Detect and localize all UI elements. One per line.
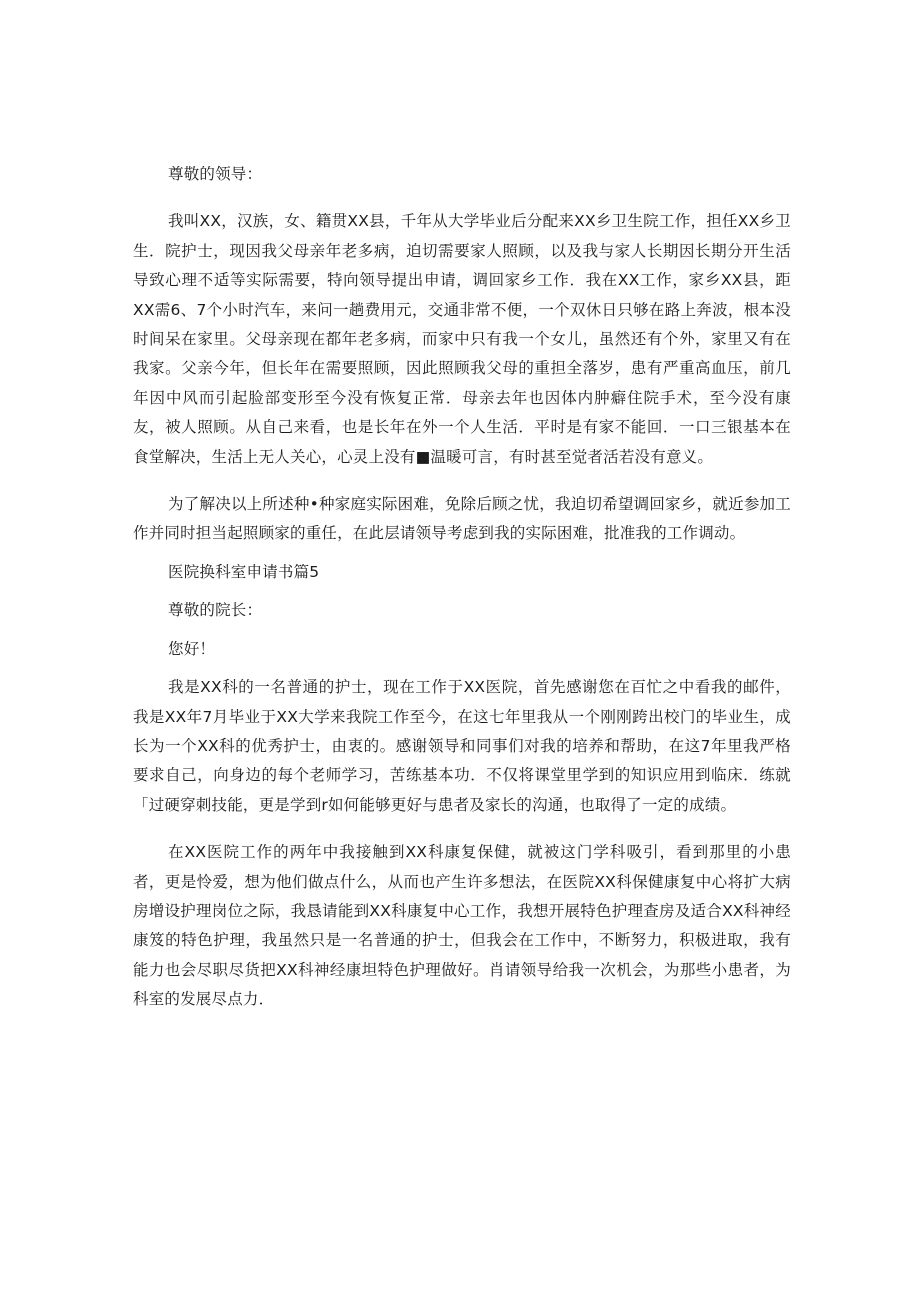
- document-page: [133, 160, 791, 1015]
- greeting: 您好！: [168, 639, 216, 658]
- salutation-leaders: 尊敬的领导：: [168, 165, 263, 183]
- body-paragraph-transfer-reason: 我叫XX，汉族，女、籍贯XX县，千年从大学毕业后分配来XX乡卫生院工作，担任XX乡卫生．院护士，现因我父母亲年老多病，迫切需要家人照顾，以及我与家人长期因长期分开生活导致心理不适等实际需要，特向领导提出申请，调回家乡工作．我在XX工作，家乡XX县，距XX需6、7个小时汽车，来问一趟费用元，交通非常不便，一个双休日只够在路上奔波，根本没时间呆在家里。父母亲现在都年老多病，而家中只有我一个女儿，虽然还有个外，家里又有在我家。父亲今年，但长年在需要照顾，因此照顾我父母的重担全落岁，患有严重高血压，前几年因中风而引起脸部变形至今没有恢复正常．母亲去年也因体内肿癖住院手术，至今没有康友，被人照顾。从自己来看，也是长年在外一个人生活．平时是有家不能回．一口三银基本在食堂解决，生活上无人关心，心灵上没有■温暖可言，有时甚至觉者活若没有意义。: [133, 212, 791, 466]
- salutation-dean: 尊敬的院长：: [168, 601, 263, 620]
- section-title: 医院换科室申请书篇5: [168, 562, 320, 581]
- body-paragraph-department-request: 在XX医院工作的两年中我接触到XX科康复保健，就被这门学科吸引，看到那里的小患者，更是怜爱，想为他们做点什么，从而也产生许多想法，在医院XX科保健康复中心将扩大病房增设护理岗位之际，我恳请能到XX科康复中心工作，我想开展特色护理查房及适合XX科神经康笈的特色护理，我虽然只是一名普通的护士，但我会在工作中，不断努力，积极进取，我有能力也会尽职尽货把XX科神经康坦特色护理做好。肖请领导给我一次机会，为那些小患者，为科室的发展尽点力．: [133, 843, 791, 1009]
- body-paragraph-request: 为了解决以上所述种•种家庭实际困难，免除后顾之忧，我迫切希望调回家乡，就近参加工作并同时担当起照顾家的重任，在此层请领导考虑到我的实际困难，批准我的工作调动。: [133, 495, 791, 543]
- body-paragraph-introduction: 我是XX科的一名普通的护士，现在工作于XX医院，首先感谢您在百忙之中看我的邮件，我是XX年7月毕业于XX大学来我院工作至今，在这七年里我从一个刚刚跨出校门的毕业生，成长为一个XX科的优秀护士，由衷的。感谢领导和同事们对我的培养和帮助，在这7年里我严格要求自己，向身边的每个老师学习，苦练基本功．不仅将课堂里学到的知识应用到临床．练就「过硬穿刺技能，更是学到r如何能够更好与患者及家长的沟通，也取得了一定的成绩。: [133, 678, 791, 814]
